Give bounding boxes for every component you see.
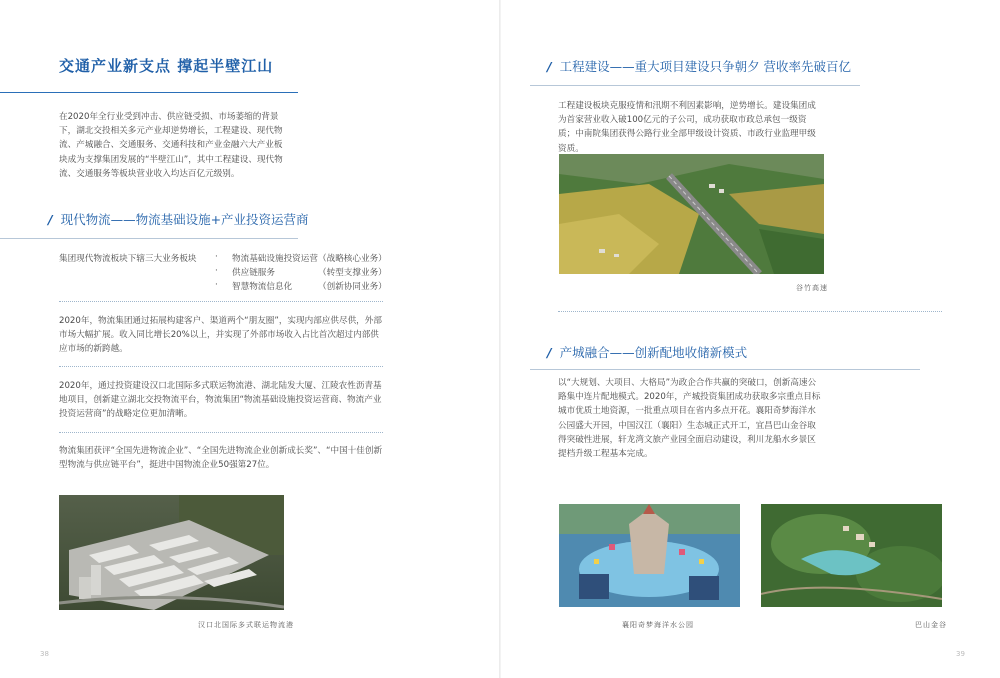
- engineering-paragraph: 工程建设板块克服疫情和汛期不利因素影响，逆势增长。建设集团成为首家营业收入破100亿元的子公司，成功获取市政总承包一级资质；中南院集团获得公路行业全部甲级设计资质、市政行业监理甲级资质。: [558, 101, 816, 154]
- section-logistics-label: 现代物流——物流基础设施+产业投资运营商: [60, 212, 309, 227]
- slash-icon: /: [547, 345, 552, 360]
- intro-paragraph: 在2020年全行业受到冲击、供应链受损、市场萎缩的背景下，湖北交投相关多元产业却逆势增长，工程建设、现代物流、产城融合、交通服务、交通科技和产业金融六大产业板块成为支撑集团发展的“半壁江山”，其中工程建设、现代物流、交通服务等板块营业收入均达百亿元级别。: [59, 112, 283, 179]
- logistics-paragraph-2: 2020年，通过投资建设汉口北国际多式联运物流港、湖北陆发大厦、江陵农性沥青基地项目，创新建立湖北交投物流平台，物流集团“物流基础设施投资运营商、物流产业投资运营商”的战略定位更加清晰。: [59, 381, 382, 420]
- dotted-divider: [59, 432, 383, 433]
- logistics-paragraph-3: 物流集团获评“全国先进物流企业”、“全国先进物流企业创新成长奖”、“中国十佳创新型物流与供应链平台”，挺进中国物流企业50强第27位。: [59, 446, 383, 471]
- section-logistics-title: [48, 210, 309, 228]
- section-rule: [530, 85, 860, 86]
- waterpark-photo: [559, 504, 740, 607]
- page-number-right: 39: [956, 650, 965, 658]
- bashan-valley-photo: [761, 504, 942, 607]
- city-paragraph: 以“大规划、大项目、大格局”为政企合作共赢的突破口，创新高速公路集中连片配地模式。2020年，产城投资集团成功获取多宗重点目标城市优质土地资源，一批重点项目在省内多点开花。襄阳奇梦海洋水公园盛大开园，中国汉江（襄阳）生态城正式开工，宜昌巴山金谷取得突破性进展，轩龙湾文旅产业园全面启动建设，利川龙船水乡景区提档升级工程基本完成。: [558, 378, 821, 460]
- list-item-name: 供应链服务: [232, 268, 275, 278]
- section-engineering-title: [547, 57, 851, 75]
- dotted-divider: [59, 366, 383, 367]
- logistics-port-photo: [59, 495, 284, 610]
- dotted-divider: [59, 301, 383, 302]
- slash-icon: /: [547, 59, 552, 74]
- highway-photo: [559, 154, 824, 274]
- list-item-role: （创新协同业务）: [318, 282, 387, 292]
- list-item: ·: [215, 266, 218, 276]
- section-city-label: 产城融合——创新配地收储新模式: [559, 345, 748, 360]
- highway-photo-caption: 谷竹高速: [796, 284, 828, 292]
- section-rule: [0, 238, 298, 239]
- list-item-role: （战略核心业务）: [318, 254, 387, 264]
- dotted-divider: [558, 311, 942, 312]
- section-rule: [530, 369, 920, 370]
- list-item-name: 物流基础设施投资运营: [232, 254, 318, 264]
- list-item: ·: [215, 252, 218, 262]
- page-number-left: 38: [40, 650, 49, 658]
- logistics-paragraph-1: 2020年，物流集团通过拓展构建客户、渠道两个“朋友圈”，实现内部应供尽供，外部市场大幅扩展。收入同比增长20%以上，并实现了外部市场收入占比首次超过内部供应市场的新跨越。: [59, 316, 382, 355]
- list-item-role: （转型支撑业务）: [318, 268, 387, 278]
- list-item-name: 智慧物流信息化: [232, 282, 293, 292]
- logistics-photo-caption: 汉口北国际多式联运物流港: [198, 621, 294, 629]
- title-rule: [0, 92, 298, 93]
- list-item: ·: [215, 280, 218, 290]
- page-title: 交通产业新支点 撑起半壁江山: [59, 57, 274, 75]
- spread-gutter: [499, 0, 501, 678]
- bashan-photo-caption: 巴山金谷: [915, 621, 947, 629]
- slash-icon: /: [48, 212, 53, 227]
- section-city-title: [547, 343, 747, 361]
- waterpark-photo-caption: 襄阳奇梦海洋水公园: [622, 621, 694, 629]
- logistics-lead: 集团现代物流板块下辖三大业务板块: [59, 254, 197, 264]
- section-engineering-label: 工程建设——重大项目建设只争朝夕 营收率先破百亿: [559, 59, 852, 74]
